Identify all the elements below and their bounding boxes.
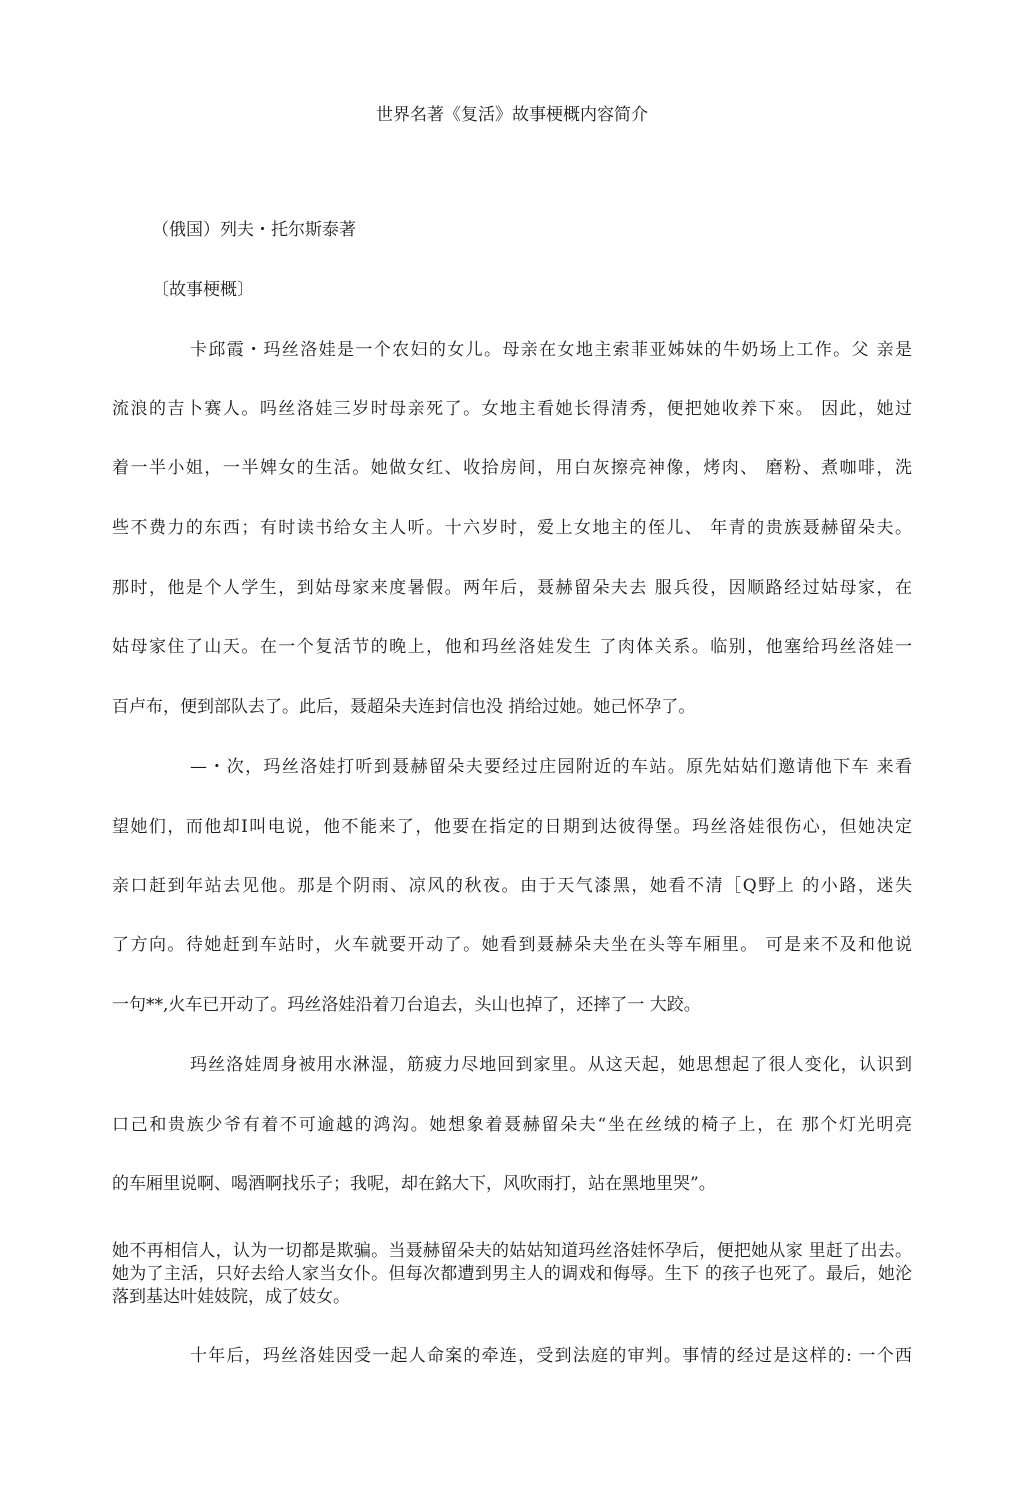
text-line: 十年后，玛丝洛娃因受一起人命案的牵连，受到法庭的审判。事情的经过是这样的: 一个西 xyxy=(190,1346,912,1366)
author-line: （俄国）列夫・托尔斯泰著 xyxy=(152,220,356,240)
text-line: —・次，玛丝洛娃打听到聂赫留朵夫要经过庄园附近的车站。原先姑姑们邀请他下车 来看 xyxy=(190,757,912,777)
text-line: 着一半小姐，一半婢女的生活。她做女红、收拾房间，用白灰擦亮神像，烤肉、 磨粉、煮咖啡，洗 xyxy=(112,458,912,478)
text-line: 亲口赶到年站去见他。那是个阴雨、凉风的秋夜。由于天气漆黑，她看不清［Q野上 的小路，迷失 xyxy=(112,876,912,896)
text-line: 口己和贵族少爷有着不可逾越的鸿沟。她想象着聂赫留朵夫“坐在丝绒的椅子上，在 那个灯光明亮 xyxy=(112,1115,912,1135)
text-line: 姑母家住了山天。在一个复活节的晚上，他和玛丝洛娃发生 了肉体关系。临别，他塞给玛丝洛娃一 xyxy=(112,637,912,657)
text-line: 一句**,火车已开动了。玛丝洛娃沿着刀台追去，头山也掉了，还摔了一 大跤。 xyxy=(112,995,701,1015)
text-line: 了方向。待她赶到车站时，火车就要开动了。她看到聂赫朵夫坐在头等车厢里。 可是来不及和他说 xyxy=(112,935,912,955)
dense-paragraph: 她不再相信人，认为一切都是欺骗。当聂赫留朵夫的姑姑知道玛丝洛娃怀孕后，便把她从家 里赶了出去。她为了主活，只好去给人家当女仆。但每次都遭到男主人的调戏和侮辱。生下 的孩子也死了。最后，她沦落到基达叶娃妓院，成了妓女。 xyxy=(112,1241,912,1307)
text-line: 那时，他是个人学生，到姑母家来度暑假。两年后，聂赫留朵夫去 服兵役，因顺路经过姑母家，在 xyxy=(112,578,912,598)
text-line: 卡邱霞・玛丝洛娃是一个农妇的女儿。母亲在女地主索菲亚姊妹的牛奶场上工作。父 亲是 xyxy=(190,340,912,360)
text-line: 望她们，而他却I叫电说，他不能来了，他要在指定的日期到达彼得堡。玛丝洛娃很伤心，但她决定 xyxy=(112,817,912,837)
document-title: 世界名著《复活》故事梗概内容简介 xyxy=(376,105,648,125)
text-line: 百卢布，便到部队去了。此后，聂超朵夫连封信也没 捎给过她。她己怀孕了。 xyxy=(112,697,696,717)
text-line: 的车厢里说啊、喝酒啊找乐子；我呢，却在銘大下，风吹雨打，站在黑地里哭”。 xyxy=(112,1174,716,1194)
text-line: 玛丝洛娃周身被用水淋湿，筋疲力尽地回到家里。从这天起，她思想起了很人变化，认识到 xyxy=(190,1055,912,1075)
text-line: 流浪的吉卜赛人。吗丝洛娃三岁时母亲死了。女地主看她长得清秀，便把她收养下來。 因此，她过 xyxy=(112,399,912,419)
section-heading: 〔故事梗概〕 xyxy=(152,280,254,300)
text-line: 些不费力的东西；有时读书给女主人听。十六岁时，爱上女地主的侄儿、 年青的贵族聂赫留朵夫。 xyxy=(112,518,912,538)
